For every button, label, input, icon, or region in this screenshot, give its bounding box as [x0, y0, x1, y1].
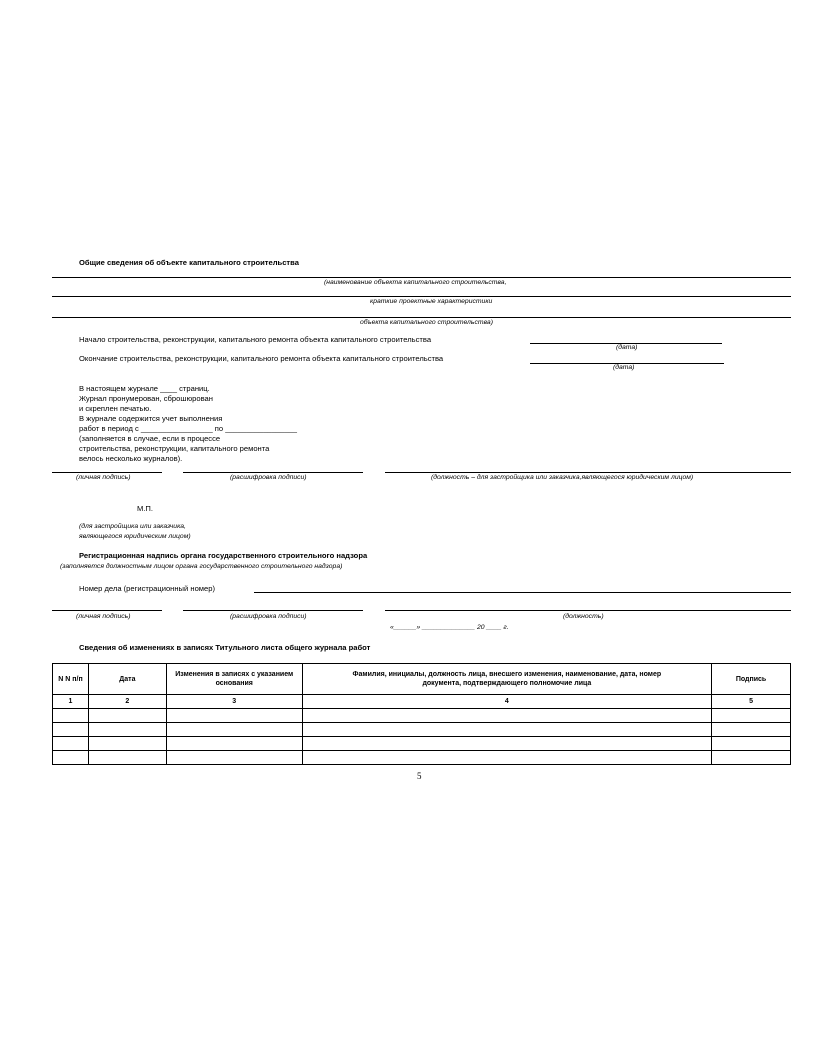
col-header-person: Фамилия, инициалы, должность лица, внесшего изменения, наименование, дата, номер документа, подтверждающего полномочие лица [302, 664, 711, 695]
table-cell [166, 751, 302, 765]
position-line-2 [385, 610, 791, 611]
journal-line-7: строительства, реконструкции, капитального ремонта [79, 444, 270, 453]
table-cell [302, 709, 711, 723]
col-number: 3 [166, 695, 302, 709]
journal-line-1: В настоящем журнале ____ страниц. [79, 384, 210, 393]
brief-line [52, 296, 791, 297]
col-header-date: Дата [88, 664, 166, 695]
journal-line-8: велось несколько журналов). [79, 454, 183, 463]
col-header-changes: Изменения в записях с указанием основания [166, 664, 302, 695]
stamp-label: М.П. [137, 504, 154, 513]
table-row [53, 751, 791, 765]
table-row [53, 723, 791, 737]
case-number-label: Номер дела (регистрационный номер) [79, 584, 215, 593]
personal-sign-line-1 [52, 472, 162, 473]
table-cell [166, 723, 302, 737]
table-cell [302, 737, 711, 751]
object-caption: объекта капитального строительства) [360, 319, 493, 326]
table-cell [88, 737, 166, 751]
journal-line-4: В журнале содержится учет выполнения [79, 414, 223, 423]
decoding-caption-2: (расшифровка подписи) [230, 613, 307, 620]
journal-line-3: и скреплен печатью. [79, 404, 152, 413]
brief-caption: краткие проектные характеристики [370, 298, 493, 305]
personal-sign-caption-2: (личная подпись) [76, 613, 131, 620]
col-number: 5 [712, 695, 791, 709]
col-number: 1 [53, 695, 89, 709]
col-number: 2 [88, 695, 166, 709]
position-caption-2: (должность) [563, 613, 604, 620]
table-cell [88, 709, 166, 723]
personal-sign-line-2 [52, 610, 162, 611]
registration-heading: Регистрационная надпись органа государственного строительного надзора [79, 551, 368, 560]
journal-line-6: (заполняется в случае, если в процессе [79, 434, 221, 443]
table-cell [712, 737, 791, 751]
table-row [53, 737, 791, 751]
journal-line-5: работ в период с _________________ по _________________ [79, 424, 298, 433]
col-number: 4 [302, 695, 711, 709]
table-cell [53, 709, 89, 723]
table-row [53, 709, 791, 723]
decoding-line-2 [183, 610, 363, 611]
page-number: 5 [417, 771, 422, 781]
table-cell [88, 751, 166, 765]
table-cell [166, 737, 302, 751]
case-number-line [254, 592, 791, 593]
table-cell [302, 723, 711, 737]
table-cell [53, 751, 89, 765]
position-caption-1: (должность – для застройщика или заказчика,являющегося юридическим лицом) [431, 474, 694, 481]
table-cell [53, 723, 89, 737]
personal-sign-caption-1: (личная подпись) [76, 474, 131, 481]
table-cell [302, 751, 711, 765]
col-header-sign: Подпись [712, 664, 791, 695]
decoding-caption-1: (расшифровка подписи) [230, 474, 307, 481]
table-cell [712, 709, 791, 723]
stamp-note-2: являющегося юридическим лицом) [79, 533, 191, 540]
start-date-caption: (дата) [616, 344, 638, 351]
changes-heading: Сведения об изменениях в записях Титульного листа общего журнала работ [79, 643, 371, 652]
registration-subheading: (заполняется должностным лицом органа государственного строительного надзора) [60, 563, 343, 570]
start-label: Начало строительства, реконструкции, капитального ремонта объекта капитального строительства [79, 335, 432, 344]
journal-line-2: Журнал пронумерован, сброшюрован [79, 394, 213, 403]
object-name-line [52, 277, 791, 278]
table-cell [712, 751, 791, 765]
table-cell [88, 723, 166, 737]
position-line-1 [385, 472, 791, 473]
col-header-num: N N п/п [53, 664, 89, 695]
stamp-note-1: (для застройщика или заказчика, [79, 523, 186, 530]
table-cell [53, 737, 89, 751]
end-label: Окончание строительства, реконструкции, капитального ремонта объекта капитального строительства [79, 354, 444, 363]
object-name-caption: (наименование объекта капитального строительства, [324, 279, 507, 286]
table-number-row [53, 695, 791, 709]
table-cell [712, 723, 791, 737]
date-line: «______» ______________ 20 ____ г. [390, 624, 509, 631]
object-line [52, 317, 791, 318]
decoding-line-1 [183, 472, 363, 473]
end-date-caption: (дата) [613, 364, 635, 371]
general-heading: Общие сведения об объекте капитального строительства [79, 258, 299, 267]
table-header-row [53, 664, 791, 695]
changes-table [52, 663, 791, 765]
table-cell [166, 709, 302, 723]
